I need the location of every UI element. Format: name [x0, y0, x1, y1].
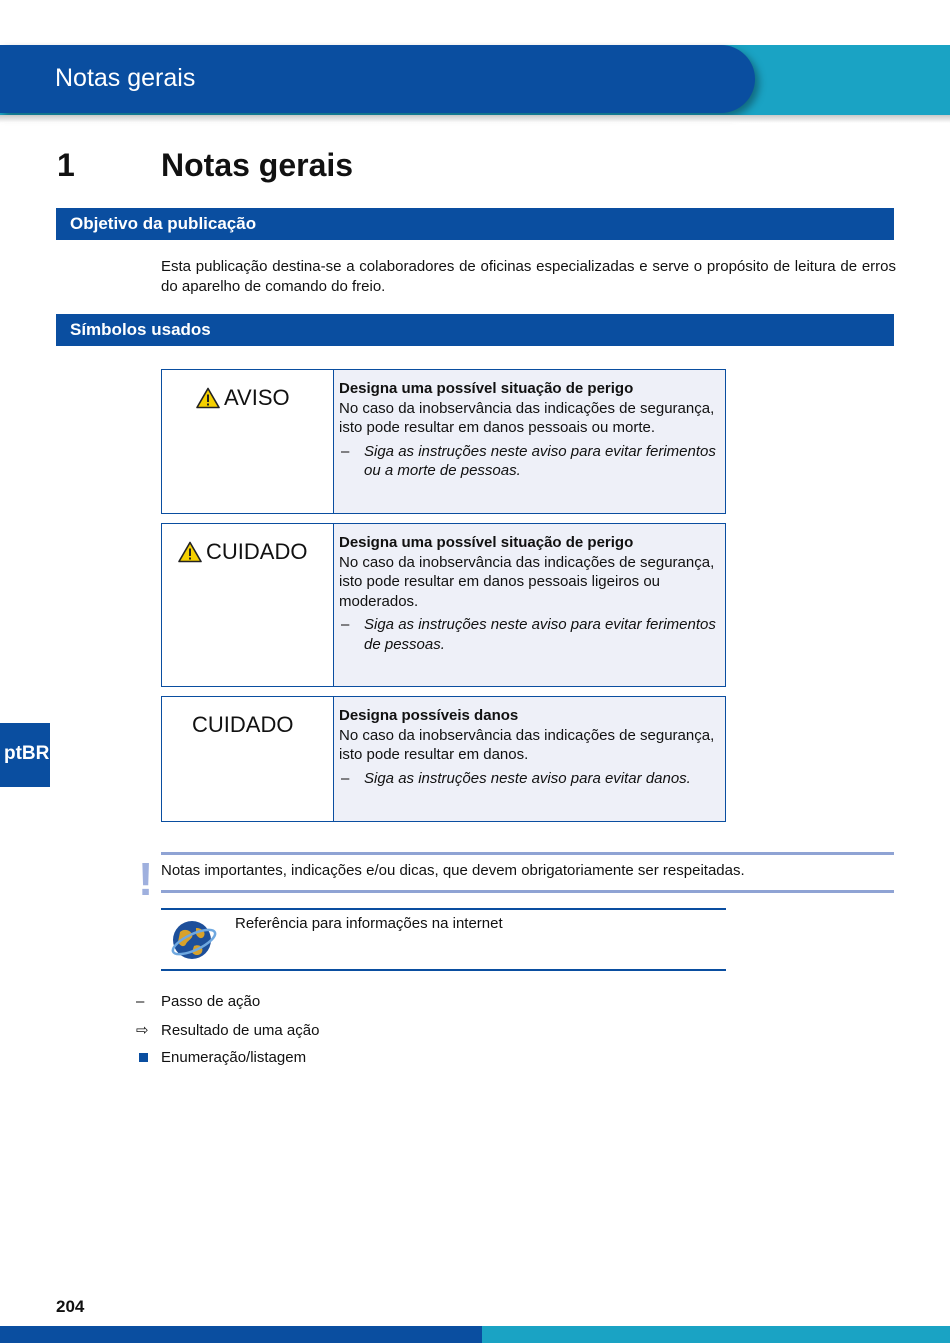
- warning-label-cell: [162, 697, 334, 821]
- dash-bullet: –: [136, 993, 145, 1010]
- warning-label: [178, 539, 307, 565]
- warning-title: Designa possíveis danos: [339, 707, 519, 724]
- warning-text: No caso da inobservância das indicações de segurança, isto pode resultar em danos pessoais ou morte.: [339, 399, 715, 436]
- warning-description: [334, 524, 725, 686]
- legend-item-enumeration: [136, 1049, 306, 1066]
- section-heading-objective: Objetivo da publicação: [56, 208, 894, 240]
- intro-paragraph: Esta publicação destina-se a colaboradores de oficinas especializadas e serve o propósito de leitura de erros do aparelho de comando do freio.: [161, 258, 896, 295]
- header-title: Notas gerais: [55, 64, 196, 92]
- page-number: 204: [56, 1297, 85, 1316]
- warning-instruction: [339, 615, 719, 654]
- warning-label-text: AVISO: [224, 385, 290, 410]
- legend-item-action-step: [136, 993, 260, 1010]
- arrow-right-icon: ⇨: [136, 1022, 149, 1039]
- dash-bullet: –: [341, 769, 350, 787]
- note-divider-bottom: [161, 890, 894, 893]
- dash-bullet: –: [341, 442, 350, 460]
- warning-text: No caso da inobservância das indicações de segurança, isto pode resultar em danos pessoais ligeiros ou moderados.: [339, 553, 715, 610]
- warning-description: [334, 697, 725, 821]
- warning-triangle-icon: [196, 387, 220, 409]
- note-divider-top: [161, 852, 894, 855]
- warning-label-cell: [162, 524, 334, 686]
- warning-text: No caso da inobservância das indicações de segurança, isto pode resultar em danos.: [339, 726, 715, 763]
- warning-title: Designa uma possível situação de perigo: [339, 380, 634, 397]
- warning-label: [192, 712, 293, 738]
- warning-title: Designa uma possível situação de perigo: [339, 534, 634, 551]
- warning-instruction: [339, 442, 719, 481]
- square-bullet-icon: [136, 1049, 161, 1066]
- warning-instruction-text: Siga as instruções neste aviso para evitar danos.: [364, 769, 691, 787]
- exclamation-icon: !: [138, 853, 154, 905]
- reference-divider-top: [161, 908, 726, 910]
- chapter-number: 1: [57, 147, 75, 183]
- footer-bar-light: [482, 1326, 950, 1343]
- footer-bar-dark: [0, 1326, 482, 1343]
- legend-item-action-result: [136, 1021, 319, 1039]
- section-heading-symbols: Símbolos usados: [56, 314, 894, 346]
- chapter-title: Notas gerais: [161, 147, 354, 183]
- legend-text: Enumeração/listagem: [161, 1049, 307, 1066]
- language-tab: ptBR: [0, 723, 50, 787]
- warning-instruction: [339, 769, 719, 789]
- warning-label-text: CUIDADO: [192, 712, 294, 737]
- warning-description: [334, 370, 725, 513]
- warning-triangle-icon: [178, 541, 202, 563]
- warning-box-cuidado-injury: [161, 523, 726, 687]
- dash-bullet: –: [341, 616, 350, 633]
- warning-box-aviso: [161, 369, 726, 514]
- legend-text: Resultado de uma ação: [161, 1021, 320, 1039]
- important-note-text: Notas importantes, indicações e/ou dicas, que devem obrigatoriamente ser respeitadas.: [161, 862, 745, 879]
- warning-label-text: CUIDADO: [206, 539, 308, 564]
- legend-text: Passo de ação: [161, 993, 261, 1010]
- warning-instruction-text: Siga as instruções neste aviso para evitar ferimentos de pessoas.: [364, 616, 716, 653]
- warning-box-cuidado-damage: [161, 696, 726, 822]
- internet-reference-text: Referência para informações na internet: [235, 915, 503, 932]
- globe-icon: [170, 918, 218, 962]
- warning-label-cell: [162, 370, 334, 513]
- reference-divider-bottom: [161, 969, 726, 971]
- warning-label: [196, 385, 290, 411]
- warning-instruction-text: Siga as instruções neste aviso para evitar ferimentos ou a morte de pessoas.: [364, 442, 716, 479]
- header-shadow: [0, 115, 950, 123]
